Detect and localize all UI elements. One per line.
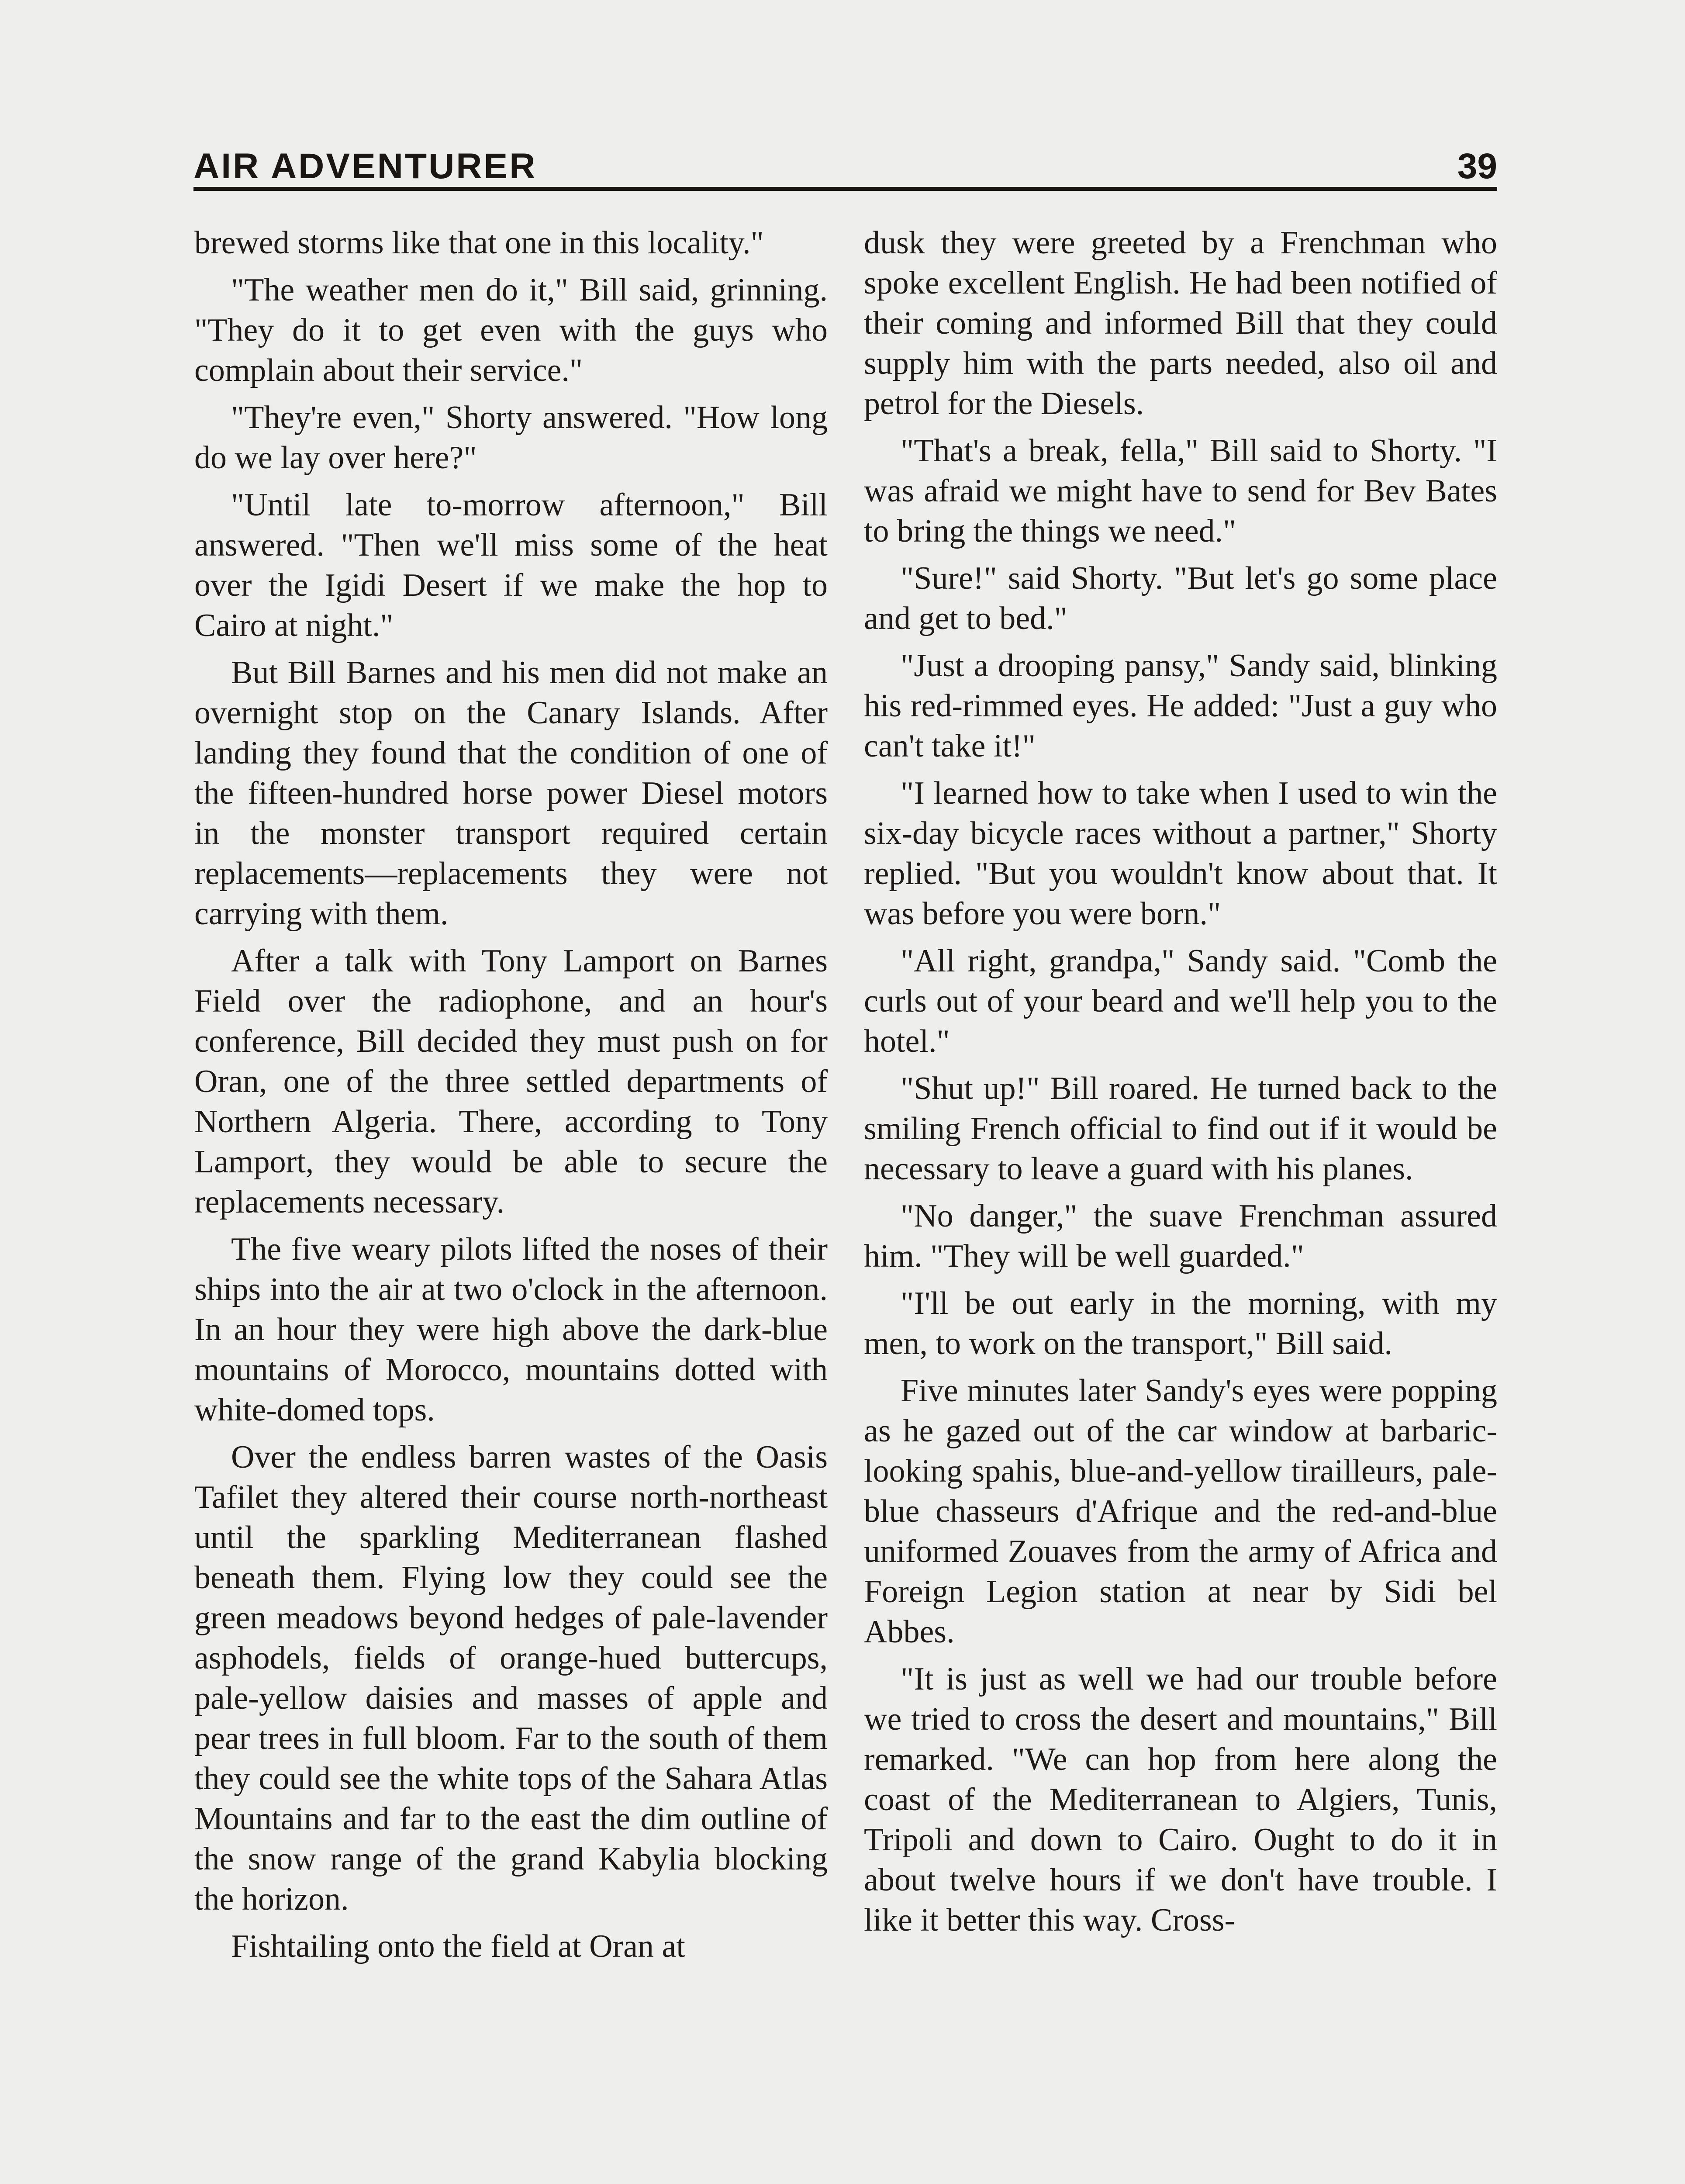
paragraph: brewed storms like that one in this locality." <box>194 225 764 261</box>
paragraph: "Shut up!" Bill roared. He turned back to the smiling French official to find out if it would be necessary to leave a guard with his planes. <box>864 1071 1497 1187</box>
paragraph: "They're even," Shorty answered. "How long do we lay over here?" <box>194 400 828 476</box>
page-number: 39 <box>1457 146 1497 186</box>
paragraph: "No danger," the suave Frenchman assured him. "They will be well guarded." <box>864 1198 1497 1274</box>
paragraph: The five weary pilots lifted the noses of their ships into the air at two o'clock in the afternoon. In an hour they were high above the dark-blue mountains of Morocco, mountains dotted with white-domed tops. <box>194 1231 828 1428</box>
paragraph: Fishtailing onto the field at Oran at <box>231 1928 685 1964</box>
paragraph: "I learned how to take when I used to win the six-day bicycle races without a partner," Shorty replied. "But you wouldn't know about that. It was before you were born." <box>864 775 1497 932</box>
paragraph: "Just a drooping pansy," Sandy said, blinking his red-rimmed eyes. He added: "Just a guy who can't take it!" <box>864 648 1497 764</box>
paragraph: After a talk with Tony Lamport on Barnes Field over the radiophone, and an hour's conference, Bill decided they must push on for Oran, one of the three settled departments of Northern Algeria. There, according to Tony Lamport, they would be able to secure the replacements necessary. <box>194 943 828 1220</box>
paragraph: Over the endless barren wastes of the Oasis Tafilet they altered their course north-northeast until the sparkling Mediterranean flashed beneath them. Flying low they could see the green meadows beyond hedges of pale-lavender asphodels, fields of orange-hued buttercups, pale-yellow daisies and masses of apple and pear trees in full bloom. Far to the south of them they could see the white tops of the Sahara Atlas Mountains and far to the east the dim outline of the snow range of the grand Kabylia blocking the horizon. <box>194 1439 828 1917</box>
paragraph: "I'll be out early in the morning, with my men, to work on the transport," Bill said. <box>864 1286 1497 1362</box>
paragraph: "Sure!" said Shorty. "But let's go some place and get to bed." <box>864 560 1497 636</box>
paragraph: "It is just as well we had our trouble before we tried to cross the desert and mountains," Bill remarked. "We can hop from here along the coast of the Mediterranean to Algiers, Tunis, Tripoli and down to Cairo. Ought to do it in about twelve hours if we don't have trouble. I like it better this way. Cross- <box>864 1661 1497 1938</box>
right-column <box>864 223 1497 1947</box>
paragraph: "The weather men do it," Bill said, grinning. "They do it to get even with the guys who complain about their service." <box>194 272 828 388</box>
left-column <box>194 223 828 1973</box>
paragraph: But Bill Barnes and his men did not make an overnight stop on the Canary Islands. After landing they found that the condition of one of the fifteen-hundred horse power Diesel motors in the monster transport required certain replacements—replacements they were not carrying with them. <box>194 655 828 932</box>
paragraph: dusk they were greeted by a Frenchman who spoke excellent English. He had been notified of their coming and informed Bill that they could supply him with the parts needed, also oil and petrol for the Diesels. <box>864 225 1497 422</box>
paragraph: "All right, grandpa," Sandy said. "Comb the curls out of your beard and we'll help you to the hotel." <box>864 943 1497 1059</box>
running-header <box>193 139 1497 191</box>
paragraph: Five minutes later Sandy's eyes were popping as he gazed out of the car window at barbaric-looking spahis, blue-and-yellow tirailleurs, pale-blue chasseurs d'Afrique and the red-and-blue uniformed Zouaves from the army of Africa and Foreign Legion station at near by Sidi bel Abbes. <box>864 1373 1497 1650</box>
running-title: AIR ADVENTURER <box>193 146 537 186</box>
paragraph: "Until late to-morrow afternoon," Bill answered. "Then we'll miss some of the heat over the Igidi Desert if we make the hop to Cairo at night." <box>194 487 828 643</box>
paragraph: "That's a break, fella," Bill said to Shorty. "I was afraid we might have to send for Bev Bates to bring the things we need." <box>864 433 1497 549</box>
